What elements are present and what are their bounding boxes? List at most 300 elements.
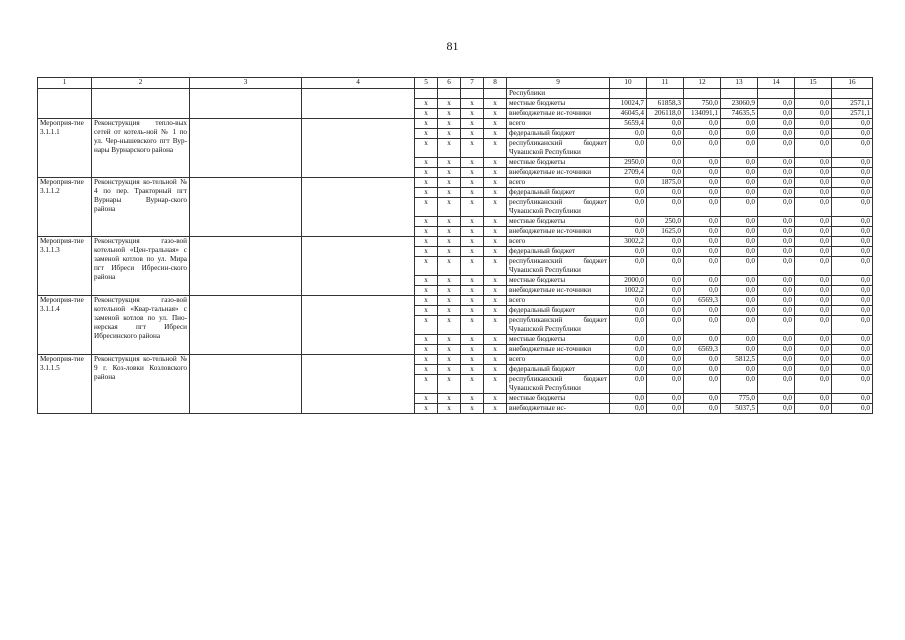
value-cell: 0,0 [758, 109, 795, 119]
value-cell: 0,0 [795, 178, 832, 188]
funding-source: всего [507, 178, 610, 188]
code-cell: x [415, 306, 438, 316]
value-cell: 0,0 [684, 306, 721, 316]
funding-source: всего [507, 237, 610, 247]
funding-source: местные бюджеты [507, 335, 610, 345]
value-cell: 0,0 [647, 168, 684, 178]
column-header: 2 [92, 78, 190, 89]
code-cell: x [415, 237, 438, 247]
value-cell: 0,0 [647, 316, 684, 335]
value-cell: 2000,0 [610, 276, 647, 286]
code-cell: x [461, 345, 484, 355]
value-cell [758, 89, 795, 99]
funding-source: республиканский бюджет Чувашской Республики [507, 257, 610, 276]
code-cell: x [438, 227, 461, 237]
code-cell: x [461, 119, 484, 129]
measure-name: Мероприя-тие 3.1.1.5 [38, 355, 92, 414]
code-cell: x [461, 109, 484, 119]
column-header: 11 [647, 78, 684, 89]
column-header: 10 [610, 78, 647, 89]
value-cell: 61858,3 [647, 99, 684, 109]
funding-source: всего [507, 119, 610, 129]
value-cell: 0,0 [721, 335, 758, 345]
code-cell: x [415, 198, 438, 217]
column-header: 12 [684, 78, 721, 89]
funding-source: внебюджетные ис- [507, 404, 610, 414]
value-cell: 0,0 [647, 394, 684, 404]
code-cell: x [461, 276, 484, 286]
value-cell: 0,0 [721, 316, 758, 335]
empty-cell [302, 355, 415, 414]
code-cell: x [461, 198, 484, 217]
code-cell: x [415, 355, 438, 365]
value-cell: 0,0 [758, 247, 795, 257]
code-cell: x [484, 375, 507, 394]
value-cell: 0,0 [721, 296, 758, 306]
value-cell: 0,0 [647, 257, 684, 276]
value-cell: 0,0 [795, 375, 832, 394]
value-cell: 0,0 [795, 335, 832, 345]
code-cell: x [438, 129, 461, 139]
code-cell: x [415, 375, 438, 394]
code-cell: x [438, 375, 461, 394]
header-row [38, 78, 873, 89]
code-cell: x [461, 158, 484, 168]
code-cell: x [484, 335, 507, 345]
empty-cell [190, 119, 302, 178]
value-cell: 0,0 [832, 247, 873, 257]
code-cell: x [415, 257, 438, 276]
code-cell: x [461, 217, 484, 227]
funding-source: всего [507, 296, 610, 306]
value-cell: 0,0 [758, 365, 795, 375]
empty-cell [190, 237, 302, 296]
value-cell: 0,0 [832, 394, 873, 404]
value-cell: 74635,5 [721, 109, 758, 119]
code-cell: x [438, 306, 461, 316]
value-cell: 0,0 [832, 316, 873, 335]
code-cell: x [415, 394, 438, 404]
code-cell: x [484, 129, 507, 139]
table-row [38, 355, 873, 365]
value-cell: 1625,0 [647, 227, 684, 237]
code-cell: x [438, 276, 461, 286]
code-cell: x [438, 198, 461, 217]
value-cell: 0,0 [832, 119, 873, 129]
value-cell: 0,0 [832, 375, 873, 394]
code-cell: x [415, 286, 438, 296]
code-cell: x [438, 139, 461, 158]
table-row [38, 89, 873, 99]
column-header: 9 [507, 78, 610, 89]
code-cell: x [461, 365, 484, 375]
value-cell: 0,0 [684, 129, 721, 139]
value-cell [647, 89, 684, 99]
value-cell: 0,0 [758, 296, 795, 306]
value-cell [684, 89, 721, 99]
value-cell: 0,0 [610, 247, 647, 257]
value-cell: 0,0 [795, 306, 832, 316]
page-number: 81 [446, 39, 459, 53]
value-cell: 5037,5 [721, 404, 758, 414]
measure-name: Мероприя-тие 3.1.1.2 [38, 178, 92, 237]
funding-source: федеральный бюджет [507, 129, 610, 139]
value-cell: 0,0 [832, 257, 873, 276]
code-cell: x [415, 119, 438, 129]
value-cell: 0,0 [832, 286, 873, 296]
value-cell: 0,0 [647, 188, 684, 198]
code-cell: x [484, 286, 507, 296]
code-cell: x [415, 129, 438, 139]
empty-cell [302, 119, 415, 178]
code-cell: x [484, 168, 507, 178]
budget-table [37, 77, 873, 414]
value-cell: 0,0 [758, 257, 795, 276]
code-cell: x [484, 296, 507, 306]
code-cell: x [438, 119, 461, 129]
value-cell: 0,0 [795, 217, 832, 227]
value-cell: 0,0 [758, 286, 795, 296]
code-cell: x [461, 335, 484, 345]
value-cell: 0,0 [795, 158, 832, 168]
code-cell: x [438, 188, 461, 198]
value-cell: 0,0 [832, 227, 873, 237]
value-cell: 0,0 [795, 247, 832, 257]
value-cell: 0,0 [647, 306, 684, 316]
value-cell: 0,0 [610, 394, 647, 404]
value-cell: 0,0 [721, 178, 758, 188]
value-cell: 0,0 [832, 306, 873, 316]
value-cell: 0,0 [832, 365, 873, 375]
value-cell: 0,0 [758, 158, 795, 168]
value-cell: 0,0 [684, 365, 721, 375]
code-cell: x [484, 365, 507, 375]
value-cell: 0,0 [684, 316, 721, 335]
empty-cell [302, 89, 415, 119]
code-cell: x [415, 247, 438, 257]
value-cell: 0,0 [647, 198, 684, 217]
value-cell [721, 89, 758, 99]
code-cell: x [415, 227, 438, 237]
code-cell: x [484, 109, 507, 119]
value-cell [795, 89, 832, 99]
code-cell: x [415, 109, 438, 119]
value-cell: 0,0 [647, 355, 684, 365]
value-cell: 0,0 [647, 129, 684, 139]
code-cell: x [484, 119, 507, 129]
code-cell: x [415, 99, 438, 109]
value-cell: 0,0 [647, 276, 684, 286]
value-cell: 0,0 [647, 237, 684, 247]
value-cell: 775,0 [721, 394, 758, 404]
value-cell: 0,0 [758, 129, 795, 139]
value-cell: 0,0 [832, 129, 873, 139]
value-cell: 0,0 [758, 198, 795, 217]
value-cell: 0,0 [721, 365, 758, 375]
value-cell: 0,0 [684, 139, 721, 158]
code-cell: x [415, 178, 438, 188]
funding-source: внебюджетные ис-точники [507, 345, 610, 355]
measure-name [38, 89, 92, 119]
code-cell: x [484, 188, 507, 198]
value-cell: 0,0 [721, 247, 758, 257]
value-cell: 0,0 [610, 188, 647, 198]
value-cell: 0,0 [795, 345, 832, 355]
funding-source: внебюджетные ис-точники [507, 168, 610, 178]
value-cell: 0,0 [721, 375, 758, 394]
value-cell: 0,0 [832, 296, 873, 306]
value-cell: 0,0 [684, 188, 721, 198]
value-cell: 0,0 [610, 375, 647, 394]
value-cell: 0,0 [758, 335, 795, 345]
code-cell: x [438, 296, 461, 306]
code-cell: x [484, 355, 507, 365]
value-cell: 206118,0 [647, 109, 684, 119]
value-cell: 0,0 [684, 198, 721, 217]
value-cell: 0,0 [795, 237, 832, 247]
value-cell: 0,0 [684, 158, 721, 168]
table-row [38, 237, 873, 247]
value-cell: 0,0 [795, 316, 832, 335]
value-cell: 0,0 [832, 335, 873, 345]
code-cell: x [461, 404, 484, 414]
code-cell: x [415, 365, 438, 375]
code-cell: x [438, 158, 461, 168]
value-cell: 0,0 [610, 129, 647, 139]
value-cell: 0,0 [795, 168, 832, 178]
code-cell: x [438, 168, 461, 178]
code-cell: x [484, 345, 507, 355]
value-cell: 0,0 [610, 257, 647, 276]
code-cell: x [415, 296, 438, 306]
code-cell [461, 89, 484, 99]
code-cell: x [461, 188, 484, 198]
value-cell: 0,0 [610, 345, 647, 355]
value-cell: 0,0 [684, 335, 721, 345]
value-cell: 0,0 [647, 404, 684, 414]
value-cell: 0,0 [758, 375, 795, 394]
code-cell: x [484, 178, 507, 188]
code-cell: x [415, 217, 438, 227]
value-cell: 6569,3 [684, 345, 721, 355]
value-cell: 0,0 [610, 296, 647, 306]
value-cell: 0,0 [758, 306, 795, 316]
value-cell: 0,0 [684, 286, 721, 296]
value-cell: 0,0 [795, 129, 832, 139]
value-cell: 0,0 [610, 227, 647, 237]
value-cell: 0,0 [832, 178, 873, 188]
value-cell: 0,0 [684, 178, 721, 188]
code-cell: x [484, 276, 507, 286]
funding-source: всего [507, 355, 610, 365]
code-cell: x [461, 227, 484, 237]
value-cell: 2571,1 [832, 109, 873, 119]
measure-title: Реконструкция тепло-вых сетей от котель-ной № 1 по ул. Чер-нышевского пгт Вур-нары Вурнарского района [92, 119, 190, 178]
value-cell: 0,0 [721, 227, 758, 237]
funding-source: федеральный бюджет [507, 306, 610, 316]
code-cell: x [484, 217, 507, 227]
value-cell: 0,0 [610, 404, 647, 414]
value-cell: 0,0 [758, 188, 795, 198]
value-cell: 0,0 [684, 257, 721, 276]
value-cell: 0,0 [795, 355, 832, 365]
value-cell: 0,0 [647, 375, 684, 394]
code-cell: x [438, 365, 461, 375]
code-cell: x [415, 404, 438, 414]
measure-title: Реконструкция ко-тельной № 9 г. Коз-ловки Козловского района [92, 355, 190, 414]
column-header: 15 [795, 78, 832, 89]
funding-source: местные бюджеты [507, 394, 610, 404]
funding-source: внебюджетные ис-точники [507, 286, 610, 296]
value-cell: 0,0 [610, 139, 647, 158]
value-cell: 0,0 [758, 168, 795, 178]
funding-source: внебюджетные ис-точники [507, 109, 610, 119]
code-cell: x [438, 394, 461, 404]
value-cell: 0,0 [758, 99, 795, 109]
code-cell: x [461, 99, 484, 109]
value-cell: 134091,1 [684, 109, 721, 119]
code-cell: x [415, 168, 438, 178]
value-cell: 0,0 [795, 365, 832, 375]
value-cell: 0,0 [832, 158, 873, 168]
value-cell: 0,0 [758, 394, 795, 404]
value-cell: 0,0 [795, 276, 832, 286]
column-header: 4 [302, 78, 415, 89]
value-cell: 0,0 [721, 345, 758, 355]
code-cell: x [438, 99, 461, 109]
value-cell: 0,0 [758, 178, 795, 188]
column-header: 6 [438, 78, 461, 89]
table-row [38, 296, 873, 306]
value-cell: 0,0 [832, 139, 873, 158]
value-cell [832, 89, 873, 99]
value-cell: 1875,0 [647, 178, 684, 188]
value-cell: 0,0 [832, 345, 873, 355]
value-cell: 0,0 [721, 139, 758, 158]
value-cell: 0,0 [647, 345, 684, 355]
funding-source: Республики [507, 89, 610, 99]
column-header: 8 [484, 78, 507, 89]
column-header: 7 [461, 78, 484, 89]
code-cell: x [461, 257, 484, 276]
code-cell: x [461, 237, 484, 247]
code-cell [415, 89, 438, 99]
code-cell: x [415, 188, 438, 198]
column-header: 16 [832, 78, 873, 89]
funding-source: республиканский бюджет Чувашской Республики [507, 375, 610, 394]
value-cell: 0,0 [721, 276, 758, 286]
empty-cell [190, 296, 302, 355]
funding-source: местные бюджеты [507, 158, 610, 168]
empty-cell [190, 355, 302, 414]
value-cell: 0,0 [758, 119, 795, 129]
value-cell: 0,0 [684, 394, 721, 404]
value-cell: 0,0 [721, 237, 758, 247]
measure-name: Мероприя-тие 3.1.1.4 [38, 296, 92, 355]
code-cell: x [415, 345, 438, 355]
code-cell: x [415, 316, 438, 335]
value-cell: 0,0 [610, 365, 647, 375]
code-cell: x [484, 394, 507, 404]
value-cell: 2709,4 [610, 168, 647, 178]
code-cell: x [438, 217, 461, 227]
code-cell: x [484, 99, 507, 109]
value-cell: 0,0 [721, 257, 758, 276]
value-cell: 0,0 [684, 119, 721, 129]
value-cell: 0,0 [721, 188, 758, 198]
value-cell: 6569,3 [684, 296, 721, 306]
value-cell: 750,0 [684, 99, 721, 109]
value-cell: 0,0 [684, 237, 721, 247]
value-cell: 0,0 [610, 217, 647, 227]
value-cell: 0,0 [758, 227, 795, 237]
value-cell: 0,0 [758, 276, 795, 286]
value-cell: 0,0 [610, 306, 647, 316]
measure-title: Реконструкция ко-тельной № 4 по пер. Тракторный пгт Вурнары Вурнар-ского района [92, 178, 190, 237]
measure-title [92, 89, 190, 119]
code-cell: x [484, 247, 507, 257]
value-cell: 0,0 [758, 237, 795, 247]
code-cell: x [484, 237, 507, 247]
measure-title: Реконструкция газо-вой котельной «Квар-тальная» с заменой котлов по ул. Пио-нерская пгт Ибреси Ибресинского района [92, 296, 190, 355]
code-cell: x [461, 129, 484, 139]
code-cell: x [415, 158, 438, 168]
funding-source: республиканский бюджет Чувашской Республики [507, 198, 610, 217]
value-cell: 0,0 [721, 158, 758, 168]
funding-source: местные бюджеты [507, 276, 610, 286]
code-cell: x [461, 394, 484, 404]
value-cell: 0,0 [721, 119, 758, 129]
value-cell: 0,0 [832, 276, 873, 286]
value-cell [610, 89, 647, 99]
code-cell: x [461, 247, 484, 257]
empty-cell [302, 296, 415, 355]
value-cell: 0,0 [721, 306, 758, 316]
value-cell: 0,0 [795, 404, 832, 414]
code-cell: x [438, 286, 461, 296]
code-cell: x [438, 355, 461, 365]
value-cell: 0,0 [832, 217, 873, 227]
value-cell: 3002,2 [610, 237, 647, 247]
column-header: 13 [721, 78, 758, 89]
code-cell: x [484, 198, 507, 217]
code-cell: x [484, 139, 507, 158]
code-cell: x [461, 306, 484, 316]
empty-cell [302, 237, 415, 296]
funding-source: местные бюджеты [507, 99, 610, 109]
value-cell: 0,0 [647, 286, 684, 296]
value-cell: 23060,9 [721, 99, 758, 109]
value-cell: 0,0 [758, 139, 795, 158]
column-header: 14 [758, 78, 795, 89]
value-cell: 0,0 [832, 404, 873, 414]
value-cell: 2950,0 [610, 158, 647, 168]
value-cell: 0,0 [610, 355, 647, 365]
code-cell: x [484, 306, 507, 316]
value-cell: 0,0 [795, 296, 832, 306]
value-cell: 0,0 [795, 99, 832, 109]
value-cell: 0,0 [721, 286, 758, 296]
code-cell: x [438, 335, 461, 345]
code-cell: x [438, 257, 461, 276]
code-cell: x [461, 286, 484, 296]
value-cell: 0,0 [832, 188, 873, 198]
value-cell: 0,0 [758, 404, 795, 414]
value-cell: 0,0 [832, 237, 873, 247]
code-cell: x [484, 158, 507, 168]
column-header: 3 [190, 78, 302, 89]
code-cell: x [438, 178, 461, 188]
